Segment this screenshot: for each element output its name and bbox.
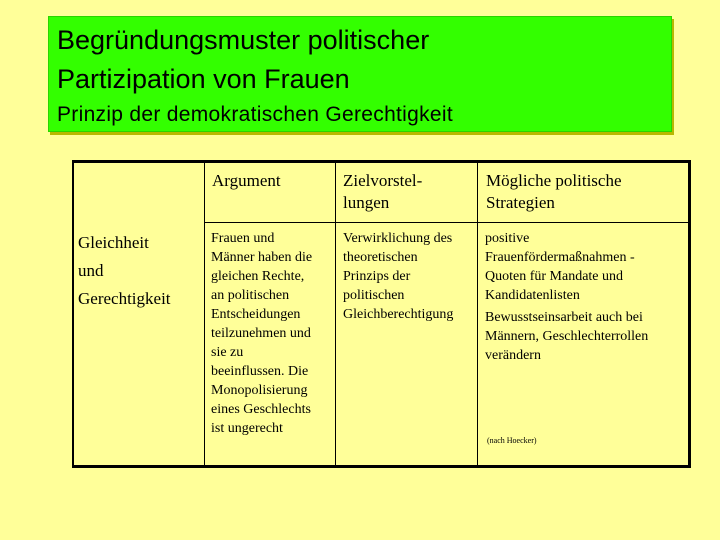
- argument-line: eines Geschlechts: [211, 402, 311, 417]
- title-line-1: Begründungsmuster politischer: [57, 25, 430, 55]
- table-top-rule: [72, 160, 691, 163]
- table-right-rule: [688, 160, 691, 468]
- zielvorstellungen-cell: [343, 229, 453, 324]
- strategy-line: Kandidatenlisten: [485, 288, 580, 303]
- argument-line: ist ungerecht: [211, 421, 283, 436]
- row-label-line-2: und: [78, 261, 104, 280]
- row-label: [78, 229, 171, 313]
- ziel-line: Prinzips der: [343, 269, 411, 284]
- strategy-line: Bewusstseinsarbeit auch bei: [485, 310, 643, 325]
- header-argument-text: Argument: [212, 171, 281, 190]
- argument-cell: [211, 229, 312, 438]
- col-rule-3: [477, 160, 478, 468]
- header-strat-line-2: Strategien: [486, 193, 555, 212]
- table-left-rule: [72, 160, 74, 468]
- ziel-line: Verwirklichung des: [343, 231, 453, 246]
- header-zielvorstellungen: [343, 170, 422, 214]
- strategy-line: positive: [485, 231, 530, 246]
- title-line-2: Partizipation von Frauen: [57, 64, 350, 94]
- header-strategien: [486, 170, 622, 214]
- argument-line: gleichen Rechte,: [211, 269, 305, 284]
- subtitle: Prinzip der demokratischen Gerechtigkeit: [57, 103, 454, 126]
- header-argument: [212, 170, 281, 192]
- ziel-line: Gleichberechtigung: [343, 307, 454, 322]
- source-note: (nach Hoecker): [487, 436, 537, 445]
- strategy-line: Frauenfördermaßnahmen -: [485, 250, 635, 265]
- argument-line: Männer haben die: [211, 250, 313, 265]
- table-bottom-rule: [72, 465, 691, 468]
- row-label-line-3: Gerechtigkeit: [78, 289, 171, 308]
- col-rule-2: [335, 160, 336, 468]
- header-ziel-line-1: Zielvorstel-: [343, 171, 423, 190]
- col-rule-1: [204, 160, 205, 468]
- ziel-line: theoretischen: [343, 250, 418, 265]
- header-bottom-rule: [204, 222, 691, 223]
- argument-line: Entscheidungen: [211, 307, 301, 322]
- argument-line: Frauen und: [211, 231, 275, 246]
- argument-line: Monopolisierung: [211, 383, 308, 398]
- argument-line: beeinflussen. Die: [211, 364, 309, 379]
- strategien-cell: [485, 229, 648, 365]
- row-label-line-1: Gleichheit: [78, 233, 149, 252]
- strategy-line: Männern, Geschlechterrollen: [485, 329, 649, 344]
- header-strat-line-1: Mögliche politische: [486, 171, 622, 190]
- argument-line: teilzunehmen und: [211, 326, 311, 341]
- ziel-line: politischen: [343, 288, 405, 303]
- argument-line: an politischen: [211, 288, 290, 303]
- argument-line: sie zu: [211, 345, 244, 360]
- strategy-line: verändern: [485, 348, 541, 363]
- strategy-line: Quoten für Mandate und: [485, 269, 624, 284]
- header-ziel-line-2: lungen: [343, 193, 390, 212]
